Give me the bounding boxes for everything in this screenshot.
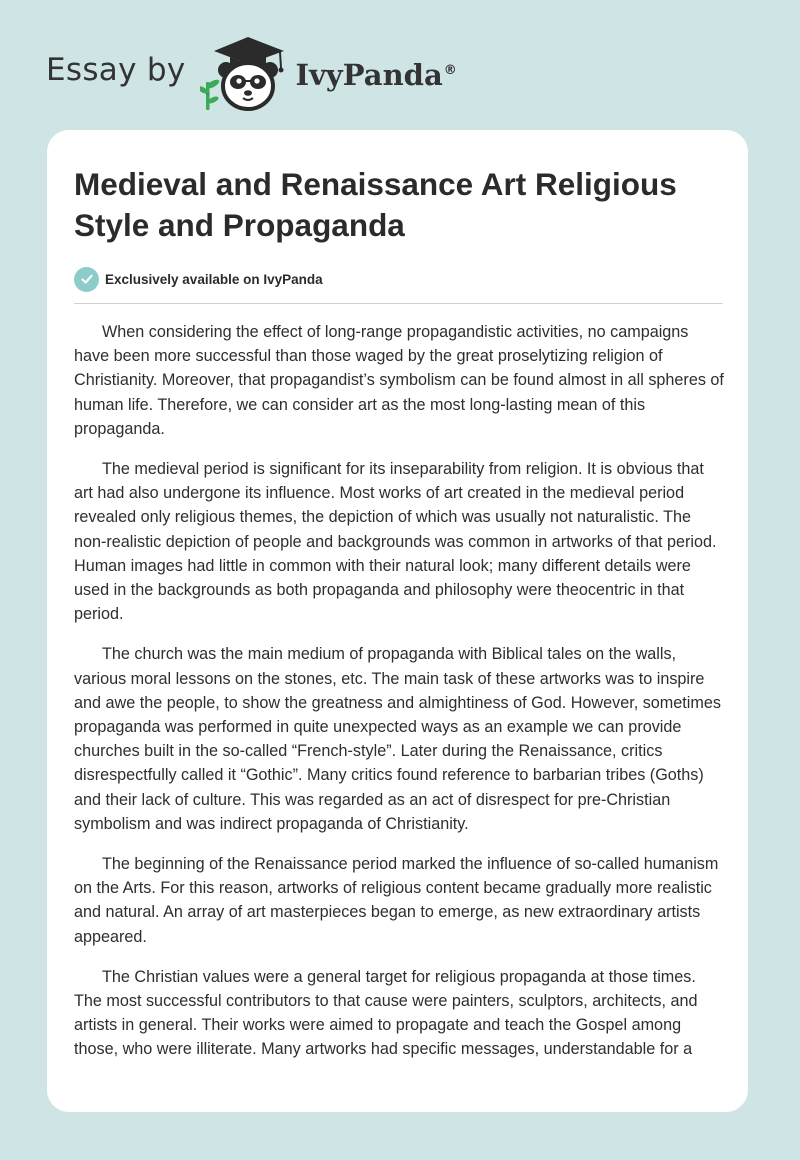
- check-icon: [74, 267, 99, 292]
- essay-card: [47, 130, 748, 1112]
- paragraph: The beginning of the Renaissance period marked the influence of so-called humanism on the Arts. For this reason, artworks of religious content became gradually more realistic and natural. An array of art masterpieces began to emerge, as new extraordinary artists appeared.: [74, 855, 719, 946]
- paragraph: The church was the main medium of propaganda with Biblical tales on the walls, various moral lessons on the stones, etc. The main task of these artworks was to inspire and awe the people, to show the greatness and almightiness of God. However, sometimes propaganda was performed in quite unexpected ways as an example we can provide churches built in the so-called “French-style”. Later during the Renaissance, critics disrespectfully called it “Gothic”. Many critics found reference to barbarian tribes (Goths) and their lack of culture. This was regarded as an act of disrespect for pre-Christian symbolism and was indirect propaganda of Christianity.: [74, 645, 721, 833]
- divider: [74, 303, 723, 304]
- registered-mark: ®: [443, 63, 457, 79]
- page-title: Medieval and Renaissance Art Religious Style and Propaganda: [74, 166, 677, 243]
- article-body: [74, 320, 726, 1062]
- brand-name: IvyPanda®: [295, 58, 457, 92]
- paragraph: When considering the effect of long-range propagandistic activities, no campaigns have been more successful than those waged by the great proselytizing religion of Christianity. Moreover, that propagandist’s symbolism can be found almost in all spheres of human life. Therefore, we can consider art as the most long-lasting mean of this propaganda.: [74, 323, 724, 438]
- site-header: [46, 34, 457, 114]
- exclusive-label: Exclusively available on IvyPanda: [105, 271, 323, 287]
- essay-by-label: Essay by: [46, 52, 186, 88]
- exclusive-badge: [74, 266, 722, 292]
- paragraph: The Christian values were a general target for religious propaganda at those times. The most successful contributors to that cause were painters, sculptors, architects, and artists in general. Their works were aimed to propagate and teach the Gospel among those, who were illiterate. Many artworks had specific messages, understandable for a: [74, 967, 698, 1059]
- panda-graduate-icon: [200, 34, 292, 114]
- paragraph: The medieval period is significant for its inseparability from religion. It is obvious that art had also undergone its influence. Most works of art created in the medieval period revealed only religious themes, the depiction of which was usually not naturalistic. The non-realistic depiction of people and backgrounds was common in artworks of that period. Human images had little in common with their natural look; many different details were used in the backgrounds as both propaganda and philosophy were theocentric in that period.: [74, 460, 717, 624]
